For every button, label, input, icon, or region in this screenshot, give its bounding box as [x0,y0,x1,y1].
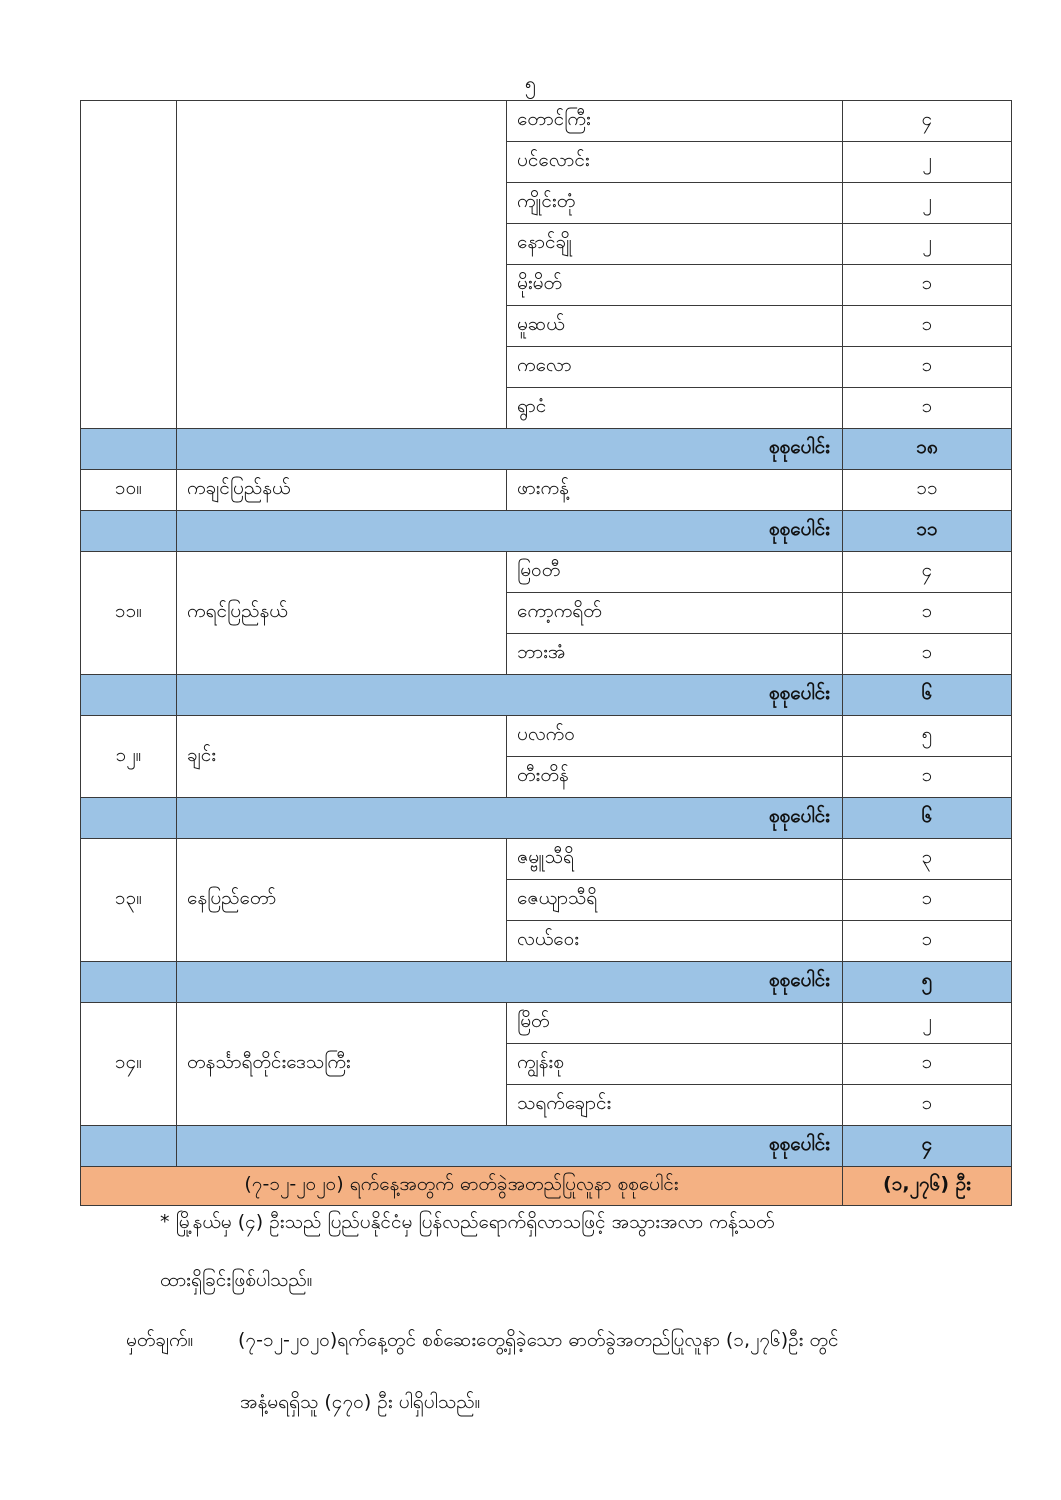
table-row [81,470,1012,511]
grand-total-row [81,1167,1012,1206]
count-cell: ၁ [843,921,1012,962]
count-cell: ၂ [843,1003,1012,1044]
grand-total-value: (၁,၂၇၆) ဦး [843,1167,1012,1206]
total-row [81,675,1012,716]
township-cell: ပင်လောင်း [507,142,843,183]
total-row [81,511,1012,552]
remark-line-2: အနံ့မရရှိသူ (၄၇၀) ဦး ပါရှိပါသည်။ [240,1391,481,1413]
township-cell: လယ်ဝေး [507,921,843,962]
no-cell [81,101,177,429]
count-cell: ၁ [843,880,1012,921]
count-cell: ၃ [843,839,1012,880]
total-row [81,1126,1012,1167]
total-value: ၄ [843,1126,1012,1167]
table-row [81,839,1012,880]
table-row [81,552,1012,593]
no-cell: ၁၁။ [81,552,177,675]
township-cell: ပလက်ဝ [507,716,843,757]
township-cell: နောင်ချို [507,224,843,265]
township-cell: သရက်ချောင်း [507,1085,843,1126]
region-cell: ကချင်ပြည်နယ် [177,470,507,511]
region-cell: ကရင်ပြည်နယ် [177,552,507,675]
table-row [81,1003,1012,1044]
remark-text-1: (၇-၁၂-၂၀၂၀)ရက်နေ့တွင် စစ်ဆေးတွေ့ရှိခဲ့သော ဓာတ်ခွဲအတည်ပြုလူနာ (၁,၂၇၆)ဦး တွင် [238,1329,839,1351]
total-label: စုစုပေါင်း [177,511,843,552]
count-cell: ၁ [843,757,1012,798]
footnote-line-2: ထားရှိခြင်းဖြစ်ပါသည်။ [160,1269,313,1291]
township-cell: ဇမ္ဗူသီရိ [507,839,843,880]
page-number: ၅ [524,71,537,95]
table-row [81,716,1012,757]
total-row [81,798,1012,839]
count-cell: ၂ [843,224,1012,265]
total-row [81,429,1012,470]
total-label: စုစုပေါင်း [177,1126,843,1167]
no-cell: ၁၂။ [81,716,177,798]
total-value: ၁၁ [843,511,1012,552]
township-cell: ကော့ကရိတ် [507,593,843,634]
no-cell: ၁၃။ [81,839,177,962]
remark-label: မှတ်ချက်။ [126,1329,194,1351]
cases-table [80,100,1012,1206]
township-cell: ဘားအံ [507,634,843,675]
region-cell [177,101,507,429]
count-cell: ၁ [843,634,1012,675]
total-label: စုစုပေါင်း [177,798,843,839]
total-value: ၆ [843,798,1012,839]
no-cell: ၁၀။ [81,470,177,511]
count-cell: ၂ [843,142,1012,183]
region-cell: နေပြည်တော် [177,839,507,962]
township-cell: တောင်ကြီး [507,101,843,142]
total-label: စုစုပေါင်း [177,429,843,470]
region-cell: တနင်္သာရီတိုင်းဒေသကြီး [177,1003,507,1126]
footnote-line-1: * မြို့နယ်မှ (၄) ဦးသည် ပြည်ပနိုင်ငံမှ ပြန်လည်ရောက်ရှိလာသဖြင့် အသွားအလာ ကန့်သတ် [160,1211,775,1233]
township-cell: မိုးမိတ် [507,265,843,306]
township-cell: ကျိုင်းတုံ [507,183,843,224]
grand-total-label: (၇-၁၂-၂၀၂၀) ရက်နေ့အတွက် ဓာတ်ခွဲအတည်ပြုလူနာ စုစုပေါင်း [81,1167,843,1206]
total-value: ၅ [843,962,1012,1003]
total-label: စုစုပေါင်း [177,962,843,1003]
no-cell: ၁၄။ [81,1003,177,1126]
count-cell: ၅ [843,716,1012,757]
count-cell: ၁ [843,306,1012,347]
count-cell: ၁ [843,1085,1012,1126]
township-cell: မြဝတီ [507,552,843,593]
count-cell: ၁ [843,1044,1012,1085]
count-cell: ၁ [843,388,1012,429]
township-cell: မူဆယ် [507,306,843,347]
township-cell: ဇေယျာသီရိ [507,880,843,921]
total-label: စုစုပေါင်း [177,675,843,716]
total-value: ၁၈ [843,429,1012,470]
count-cell: ၂ [843,183,1012,224]
table-row [81,101,1012,142]
count-cell: ၁ [843,347,1012,388]
township-cell: တီးတိန် [507,757,843,798]
township-cell: ကျွန်းစု [507,1044,843,1085]
township-cell: ရွာငံ [507,388,843,429]
count-cell: ၁ [843,265,1012,306]
total-row [81,962,1012,1003]
count-cell: ၄ [843,101,1012,142]
count-cell: ၁ [843,593,1012,634]
township-cell: ဖားကန့် [507,470,843,511]
region-cell: ချင်း [177,716,507,798]
township-cell: မြိတ် [507,1003,843,1044]
total-value: ၆ [843,675,1012,716]
count-cell: ၄ [843,552,1012,593]
count-cell: ၁၁ [843,470,1012,511]
township-cell: ကလော [507,347,843,388]
remark-line-1 [126,1328,1026,1356]
